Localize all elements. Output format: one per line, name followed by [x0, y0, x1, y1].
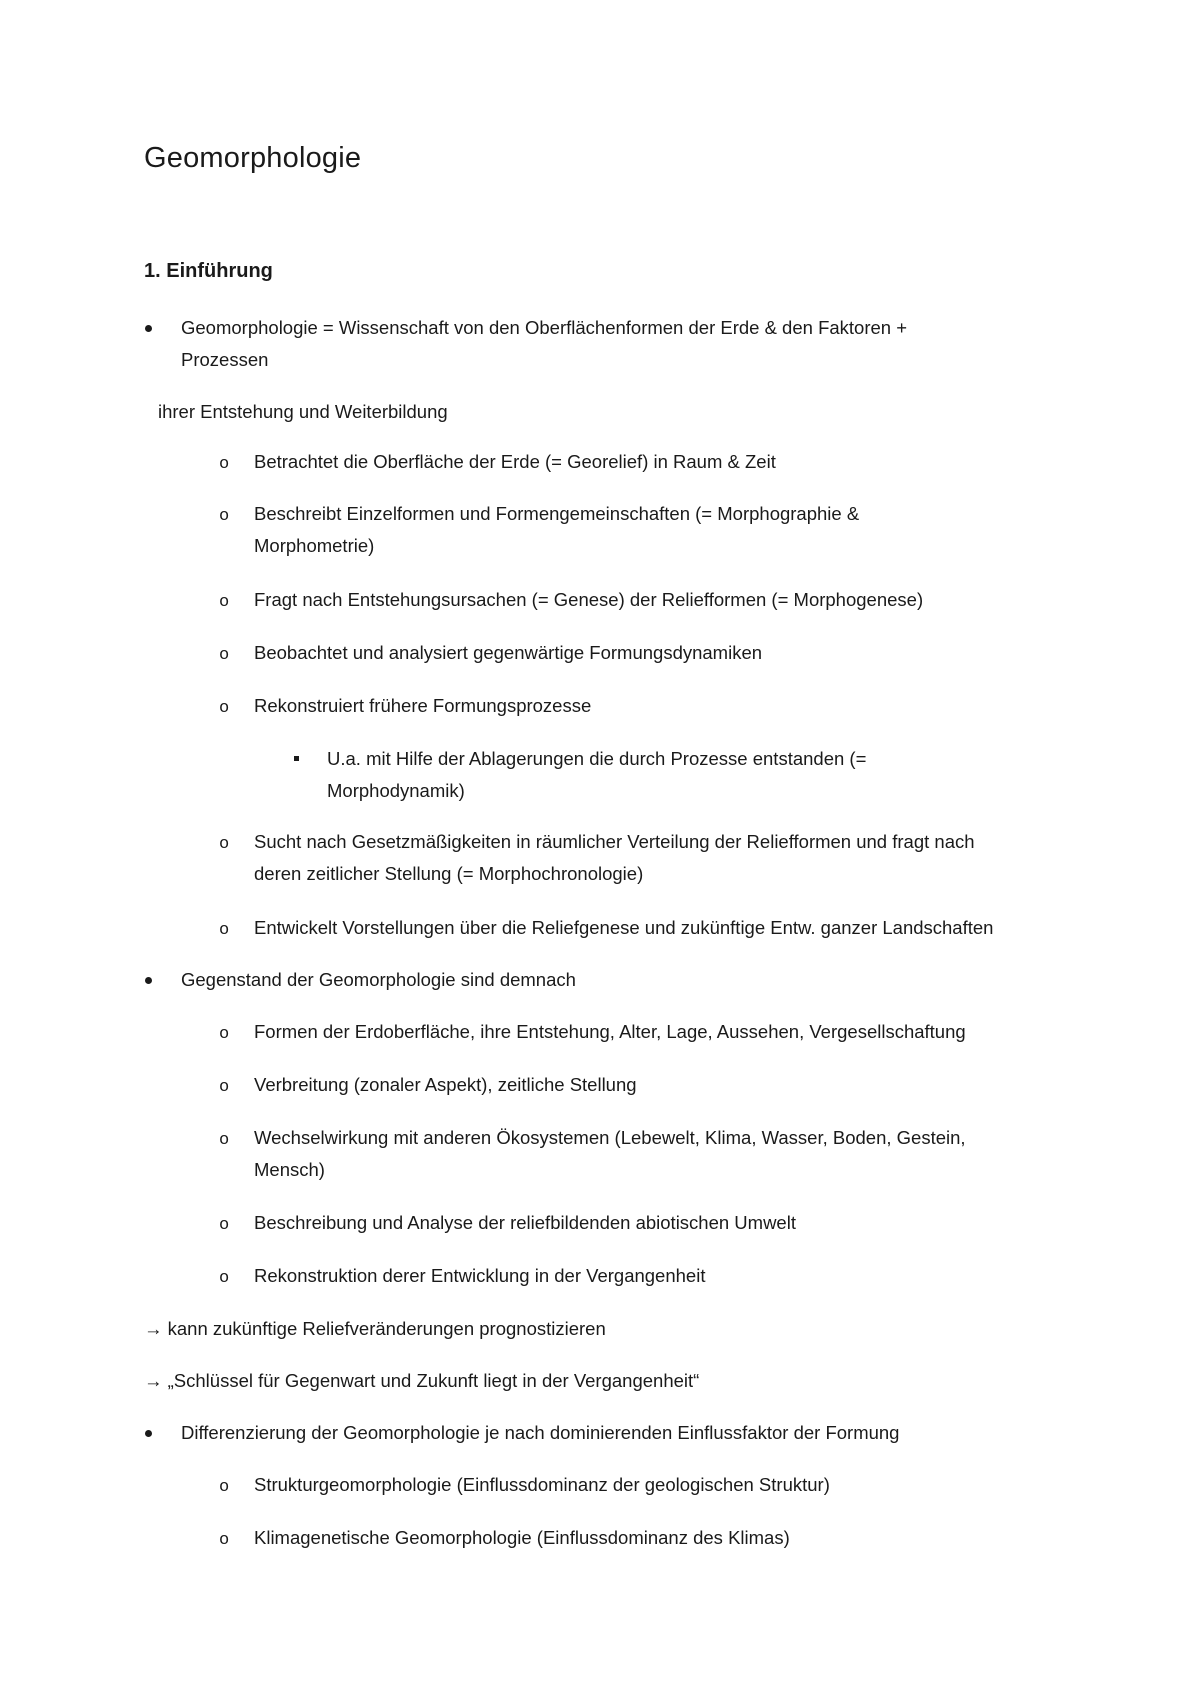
list-item: Geomorphologie = Wissenschaft von den Oberflächenformen der Erde & den Faktoren + — [181, 317, 908, 338]
sub-bullet-marker: o — [219, 921, 230, 940]
arrow-note: → „Schlüssel für Gegenwart und Zukunft liegt in der Vergangenheit“ — [144, 1370, 700, 1391]
sub-bullet-marker: o — [219, 835, 230, 854]
sub-bullet-marker: o — [219, 1531, 230, 1550]
list-item: Entwickelt Vorstellungen über die Reliefgenese und zukünftige Entw. ganzer Landschaften — [254, 917, 994, 938]
list-item: Formen der Erdoberfläche, ihre Entstehung, Alter, Lage, Aussehen, Vergesellschaftung — [254, 1021, 966, 1042]
sub-bullet-marker: o — [219, 1269, 230, 1288]
list-item: Beschreibt Einzelformen und Formengemeinschaften (= Morphographie & — [254, 503, 860, 524]
list-item: Verbreitung (zonaler Aspekt), zeitliche Stellung — [254, 1074, 637, 1095]
list-item-continuation: Prozessen — [181, 349, 269, 370]
list-item: Klimagenetische Geomorphologie (Einflussdominanz des Klimas) — [254, 1527, 790, 1548]
list-item-continuation: Mensch) — [254, 1159, 325, 1180]
list-item: Strukturgeomorphologie (Einflussdominanz der geologischen Struktur) — [254, 1474, 830, 1495]
list-item: Wechselwirkung mit anderen Ökosystemen (Lebewelt, Klima, Wasser, Boden, Gestein, — [254, 1127, 966, 1148]
arrow-note: → kann zukünftige Reliefveränderungen prognostizieren — [144, 1318, 606, 1339]
sub-bullet-marker: o — [219, 507, 230, 526]
subsub-bullet-marker — [294, 756, 299, 761]
section-heading: 1. Einführung — [144, 260, 273, 282]
list-item: Differenzierung der Geomorphologie je nach dominierenden Einflussfaktor der Formung — [181, 1422, 900, 1443]
list-item: Sucht nach Gesetzmäßigkeiten in räumlicher Verteilung der Reliefformen und fragt nach — [254, 831, 975, 852]
sub-bullet-marker: o — [219, 593, 230, 612]
sub-bullet-marker: o — [219, 699, 230, 718]
list-item: Gegenstand der Geomorphologie sind demnach — [181, 969, 576, 990]
list-item: Beschreibung und Analyse der reliefbildenden abiotischen Umwelt — [254, 1212, 796, 1233]
bullet-marker — [145, 325, 152, 332]
list-item-continuation: deren zeitlicher Stellung (= Morphochronologie) — [254, 863, 644, 884]
bullet-marker — [145, 1430, 152, 1437]
sub-bullet-marker: o — [219, 455, 230, 474]
document-title: Geomorphologie — [144, 142, 362, 174]
sub-bullet-marker: o — [219, 1478, 230, 1497]
sub-bullet-marker: o — [219, 1216, 230, 1235]
sub-bullet-marker: o — [219, 1078, 230, 1097]
bullet-marker — [145, 977, 152, 984]
sub-bullet-marker: o — [219, 1131, 230, 1150]
list-item: Rekonstruktion derer Entwicklung in der Vergangenheit — [254, 1265, 706, 1286]
list-item-continuation: Morphometrie) — [254, 535, 375, 556]
list-item: Rekonstruiert frühere Formungsprozesse — [254, 695, 592, 716]
sub-bullet-marker: o — [219, 1025, 230, 1044]
list-item-continuation: ihrer Entstehung und Weiterbildung — [158, 401, 448, 422]
list-item: Betrachtet die Oberfläche der Erde (= Georelief) in Raum & Zeit — [254, 451, 776, 472]
list-item-continuation: Morphodynamik) — [327, 780, 465, 801]
list-item: Beobachtet und analysiert gegenwärtige Formungsdynamiken — [254, 642, 763, 663]
sub-bullet-marker: o — [219, 646, 230, 665]
list-item: U.a. mit Hilfe der Ablagerungen die durch Prozesse entstanden (= — [327, 748, 867, 769]
list-item: Fragt nach Entstehungsursachen (= Genese) der Reliefformen (= Morphogenese) — [254, 589, 924, 610]
